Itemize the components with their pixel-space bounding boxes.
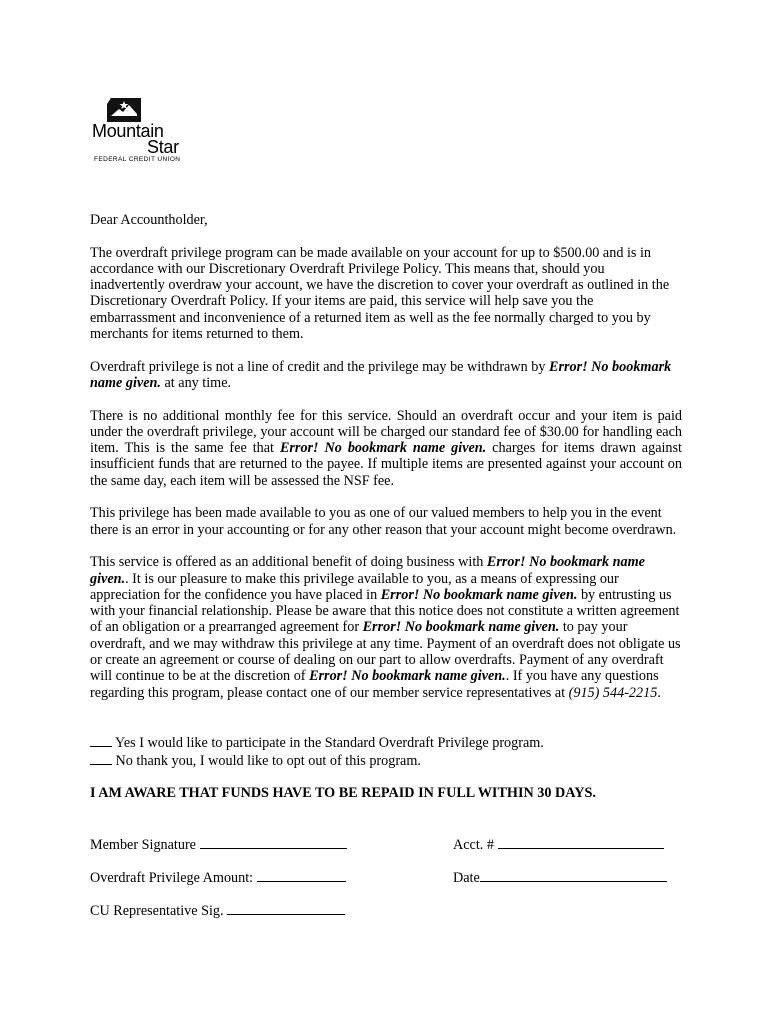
company-logo xyxy=(92,98,202,168)
text-segment: . It is our pleasure to make this privilege available to you, as a means of expressing our appreciation for the confidence you have placed in xyxy=(90,570,619,603)
paragraph-additional-benefit xyxy=(90,554,682,701)
text-segment: There is no additional monthly fee for this service. Should an overdraft occur and your item is paid under the overdraft privilege, your account will be charged our standard fee of $30.00 for handling each item. This is the same fee that xyxy=(90,407,682,457)
paragraph-overdraft-program: The overdraft privilege program can be made available on your account for up to $500.00 and is in accordance with our Discretionary Overdraft Privilege Policy. This means that, should you inadvertently overdraw your account, we have the discretion to cover your overdraft as outlined in the Discretionary Overdraft Policy. If your items are paid, this service will help save you the embarrassment and inconvenience of a returned item as well as the fee normally charged to you by merchants for items returned to them. xyxy=(90,244,670,343)
date-field xyxy=(453,869,667,887)
text-segment: at any time. xyxy=(160,374,232,391)
rep-sig-line[interactable] xyxy=(227,902,345,915)
repayment-notice: I AM AWARE THAT FUNDS HAVE TO BE REPAID IN FULL WITHIN 30 DAYS. xyxy=(90,785,596,802)
logo-line-3: FEDERAL CREDIT UNION xyxy=(94,156,181,163)
paragraph-fee xyxy=(90,408,682,489)
member-signature-field xyxy=(90,836,347,854)
option-no-row xyxy=(90,752,682,769)
text-segment: Overdraft privilege is not a line of credit and the privilege may be withdrawn by xyxy=(90,358,549,375)
option-yes-row xyxy=(90,734,682,751)
text-segment: . If you have any questions regarding this program, please contact one of our member service representatives at xyxy=(90,668,659,701)
amount-line[interactable] xyxy=(257,869,346,882)
greeting: Dear Accountholder, xyxy=(90,212,208,228)
mountain-star-logo-icon xyxy=(107,98,141,122)
signature-form xyxy=(90,836,690,935)
paragraph-not-credit xyxy=(90,359,682,392)
form-row xyxy=(90,902,690,935)
option-no-blank[interactable] xyxy=(90,752,112,765)
logo-line-1: Mountain xyxy=(92,121,164,141)
bookmark-error: Error! No bookmark name given. xyxy=(309,668,506,685)
date-line[interactable] xyxy=(480,869,667,882)
bookmark-error: Error! No bookmark name given. xyxy=(279,440,487,457)
rep-sig-field xyxy=(90,902,345,920)
text-segment: charges for items drawn against insufficient funds that are returned to the payee. If multiple items are presented against your account on the same day, each item will be assessed the NSF fee. xyxy=(90,440,682,489)
bookmark-error: Error! No bookmark name given. xyxy=(380,586,578,603)
member-signature-line[interactable] xyxy=(200,836,347,849)
text-segment: by entrusting us with your financial relationship. Please be aware that this notice does not constitute a written agreement of an obligation or a prearranged agreement for xyxy=(90,586,680,636)
logo-line-2: Star xyxy=(147,137,179,157)
acct-line[interactable] xyxy=(498,836,664,849)
amount-field xyxy=(90,869,346,887)
text-segment: This service is offered as an additional benefit of doing business with xyxy=(90,554,487,571)
option-no-label: No thank you, I would like to opt out of this program. xyxy=(115,752,421,769)
bookmark-error: Error! No bookmark name given. xyxy=(90,358,672,391)
text-segment: . xyxy=(657,684,661,701)
bookmark-error: Error! No bookmark name given. xyxy=(90,554,645,587)
option-yes-label: Yes I would like to participate in the Standard Overdraft Privilege program. xyxy=(115,735,544,752)
option-yes-blank[interactable] xyxy=(90,734,112,747)
acct-field xyxy=(453,836,664,854)
date-label: Date xyxy=(453,870,480,886)
form-row xyxy=(90,836,690,869)
phone-number: (915) 544-2215 xyxy=(568,684,658,701)
letter-body xyxy=(90,212,682,818)
member-signature-label: Member Signature xyxy=(90,837,196,853)
acct-label: Acct. # xyxy=(453,837,494,853)
paragraph-valued-members: This privilege has been made available to you as one of our valued members to help you in the event there is an error in your accounting or for any other reason that your account might become overdrawn. xyxy=(90,505,677,538)
form-row xyxy=(90,869,690,902)
amount-label: Overdraft Privilege Amount: xyxy=(90,870,254,886)
rep-sig-label: CU Representative Sig. xyxy=(90,903,224,919)
text-segment: to pay your overdraft, and we may withdraw this privilege at any time. Payment of an overdraft does not obligate us or create an agreement or course of dealing on our part to allow overdrafts. Payment of any overdraft will continue to be at the discretion of xyxy=(90,619,681,685)
bookmark-error: Error! No bookmark name given. xyxy=(362,619,560,636)
